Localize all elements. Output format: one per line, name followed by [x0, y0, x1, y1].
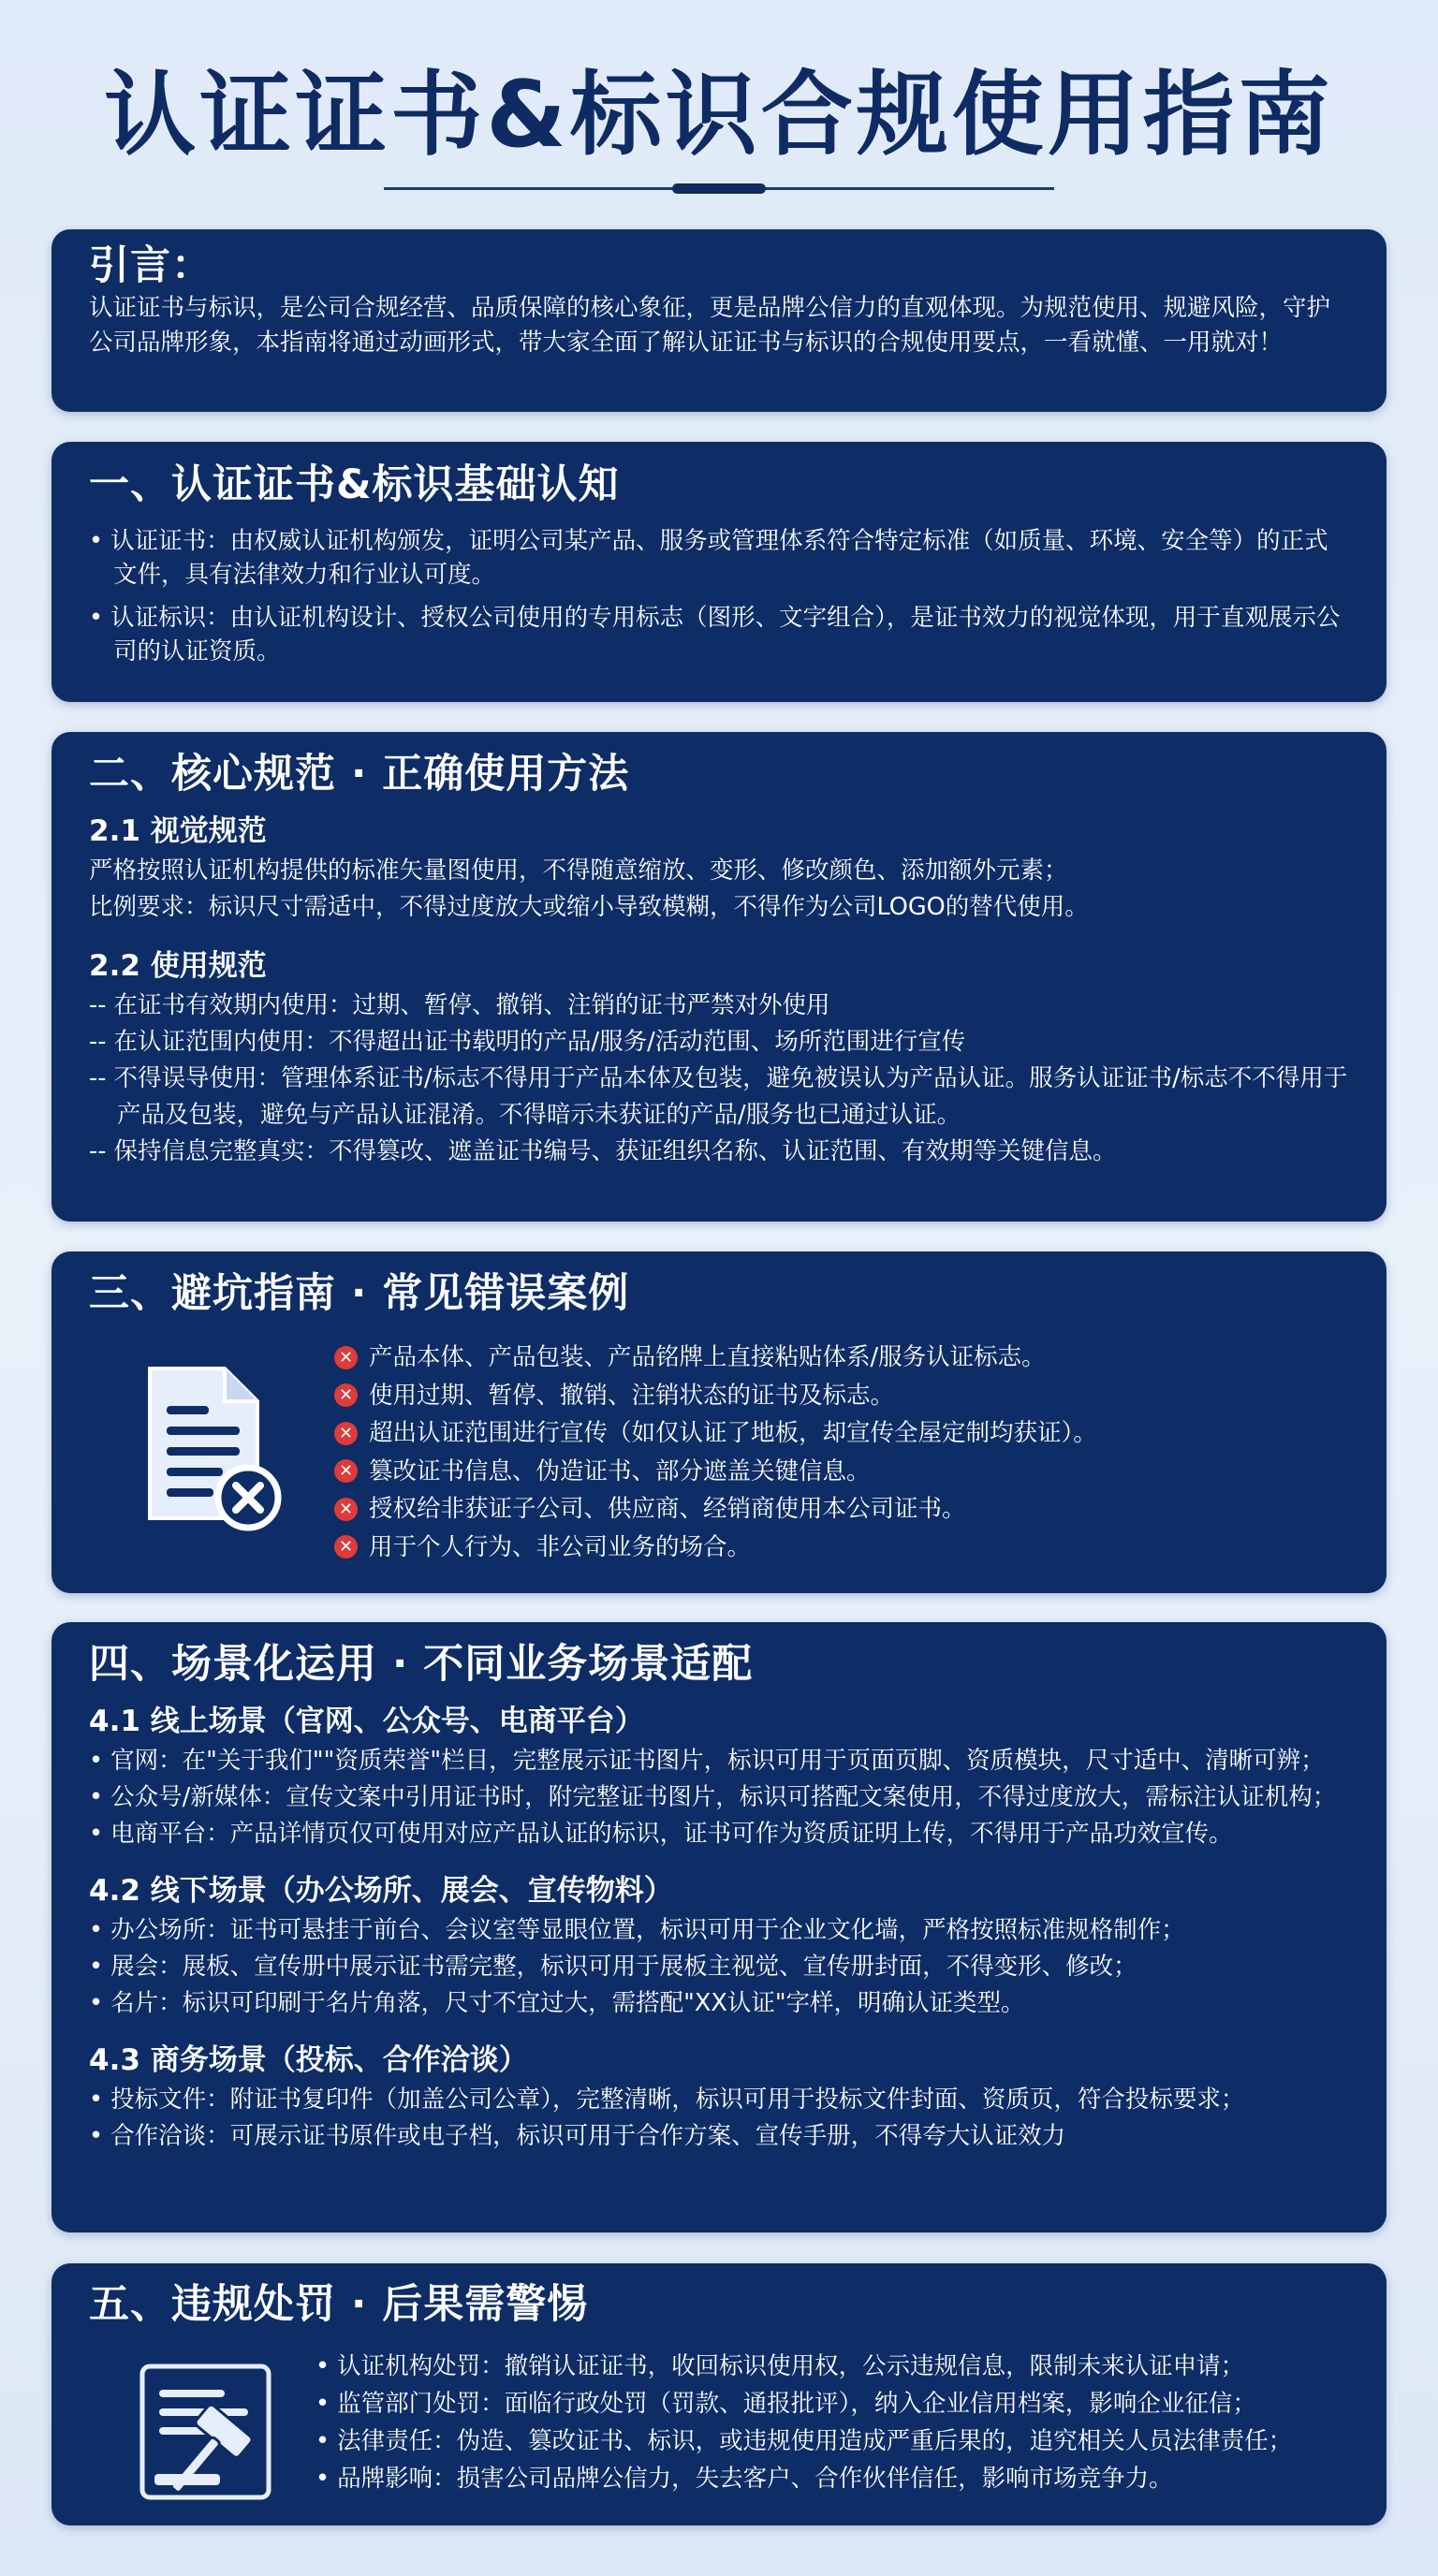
section-basics	[51, 442, 1387, 702]
visual-rules-title: 2.1 视觉规范	[89, 814, 267, 848]
intro-text: 认证证书与标识，是公司合规经营、品质保障的核心象征，更是品牌公信力的直观体现。为规范使用、规避风险，守护公司品牌形象，本指南将通过动画形式，带大家全面了解认证证书与标识的合规使用要点，一看就懂、一用就对！	[89, 294, 1331, 357]
usage-rule-line: -- 保持信息完整真实：不得篡改、遮盖证书编号、获证组织名称、认证范围、有效期等关键信息。	[89, 1137, 1117, 1165]
section-basics-heading: 一、认证证书&标识基础认知	[89, 461, 620, 508]
list-item: • 电商平台：产品详情页仅可使用对应产品认证的标识，证书可作为资质证明上传，不得用于产品功效宣传。	[89, 1820, 1233, 1848]
list-item: • 监管部门处罚：面临行政处罚（罚款、通报批评），纳入企业信用档案，影响企业征信；	[315, 2390, 1256, 2418]
section-pitfalls	[51, 1251, 1387, 1593]
usage-rules-title: 2.2 使用规范	[89, 949, 267, 983]
list-item	[334, 1529, 1345, 1567]
pitfall-text: 使用过期、暂停、撤销、注销状态的证书及标志。	[369, 1381, 895, 1410]
list-item: • 认证机构处罚：撤销认证证书，收回标识使用权，公示违规信息，限制未来认证申请；	[315, 2352, 1245, 2380]
page-title: 认证证书&标识合规使用指南	[104, 62, 1334, 168]
list-item: • 名片：标识可印刷于名片角落，尺寸不宜过大，需搭配"XX认证"字样，明确认证类型。	[89, 1989, 1025, 2017]
list-item	[334, 1490, 1345, 1529]
list-item: • 官网：在"关于我们""资质荣誉"栏目，完整展示证书图片，标识可用于页面页脚、资质模块，尺寸适中、清晰可辨；	[89, 1747, 1325, 1775]
section-penalties	[51, 2263, 1387, 2525]
error-x-icon: ✕	[334, 1459, 358, 1483]
intro-heading: 引言：	[89, 242, 213, 289]
list-item: • 办公场所：证书可悬挂于前台、会议室等显眼位置，标识可用于企业文化墙，严格按照标准规格制作；	[89, 1916, 1185, 1944]
section-core-rules	[51, 732, 1387, 1222]
document-error-icon	[131, 1359, 290, 1537]
pitfall-text: 用于个人行为、非公司业务的场合。	[369, 1532, 752, 1561]
online-scenario-title: 4.1 线上场景（官网、公众号、电商平台）	[89, 1705, 644, 1738]
error-x-icon: ✕	[334, 1498, 358, 1521]
visual-rule-line: 比例要求：标识尺寸需适中，不得过度放大或缩小导致模糊，不得作为公司LOGO的替代使用。	[89, 893, 1089, 921]
list-item: • 展会：展板、宣传册中展示证书需完整，标识可用于展板主视觉、宣传册封面，不得变形、修改；	[89, 1953, 1137, 1981]
section-core-rules-heading: 二、核心规范 · 正确使用方法	[89, 751, 630, 798]
section-scenarios	[51, 1622, 1387, 2232]
pitfall-text: 产品本体、产品包装、产品铭牌上直接粘贴体系/服务认证标志。	[369, 1343, 1046, 1371]
section-penalties-heading: 五、违规处罚 · 后果需警惕	[89, 2281, 589, 2328]
list-item: • 合作洽谈：可展示证书原件或电子档，标识可用于合作方案、宣传手册，不得夸大认证效力	[89, 2122, 1066, 2150]
pitfall-text: 篡改证书信息、伪造证书、部分遮盖关键信息。	[369, 1456, 871, 1486]
usage-rule-line: -- 在证书有效期内使用：过期、暂停、撤销、注销的证书严禁对外使用	[89, 991, 830, 1019]
error-x-icon: ✕	[334, 1422, 358, 1445]
list-item	[334, 1339, 1345, 1377]
error-x-icon: ✕	[334, 1346, 358, 1369]
list-item	[334, 1377, 1345, 1415]
usage-rule-line: -- 不得误导使用：管理体系证书/标志不得用于产品本体及包装，避免被误认为产品认证。服务认证证书/标志不不得用于产品及包装，避免与产品认证混淆。不得暗示未获证的产品/服务也已通过认证。	[89, 1064, 1348, 1129]
list-item	[334, 1414, 1345, 1453]
section-scenarios-heading: 四、场景化运用 · 不同业务场景适配	[89, 1641, 754, 1688]
error-x-icon: ✕	[334, 1383, 358, 1407]
list-item: • 认证证书：由权威认证机构颁发，证明公司某产品、服务或管理体系符合特定标准（如质量、环境、安全等）的正式文件，具有法律效力和行业认可度。	[89, 527, 1328, 589]
pitfall-text: 授权给非获证子公司、供应商、经销商使用本公司证书。	[369, 1495, 966, 1523]
list-item: • 法律责任：伪造、篡改证书、标识，或违规使用造成严重后果的，追究相关人员法律责任；	[315, 2427, 1293, 2455]
list-item: • 公众号/新媒体：宣传文案中引用证书时，附完整证书图片，标识可搭配文案使用，不得过度放大，需标注认证机构；	[89, 1783, 1337, 1811]
title-divider-accent	[672, 183, 766, 194]
intro-card	[51, 229, 1387, 412]
pitfall-list	[334, 1339, 1345, 1566]
list-item: • 品牌影响：损害公司品牌公信力，失去客户、合作伙伴信任，影响市场竞争力。	[315, 2465, 1173, 2493]
offline-scenario-title: 4.2 线下场景（办公场所、展会、宣传物料）	[89, 1874, 673, 1908]
list-item	[334, 1453, 1345, 1491]
gavel-document-icon	[131, 2357, 290, 2507]
list-item: • 认证标识：由认证机构设计、授权公司使用的专用标志（图形、文字组合），是证书效力的视觉体现，用于直观展示公司的认证资质。	[89, 604, 1341, 666]
usage-rule-line: -- 在认证范围内使用：不得超出证书载明的产品/服务/活动范围、场所范围进行宣传	[89, 1028, 966, 1056]
error-x-icon: ✕	[334, 1535, 358, 1559]
pitfall-text: 超出认证范围进行宣传（如仅认证了地板，却宣传全屋定制均获证）。	[369, 1419, 1097, 1447]
list-item: • 投标文件：附证书复印件（加盖公司公章），完整清晰，标识可用于投标文件封面、资质页，符合投标要求；	[89, 2086, 1245, 2114]
penalty-list	[315, 2348, 1355, 2497]
visual-rule-line: 严格按照认证机构提供的标准矢量图使用，不得随意缩放、变形、修改颜色、添加额外元素；	[89, 856, 1068, 885]
business-scenario-title: 4.3 商务场景（投标、合作洽谈）	[89, 2043, 528, 2077]
section-pitfalls-heading: 三、避坑指南 · 常见错误案例	[89, 1270, 630, 1317]
